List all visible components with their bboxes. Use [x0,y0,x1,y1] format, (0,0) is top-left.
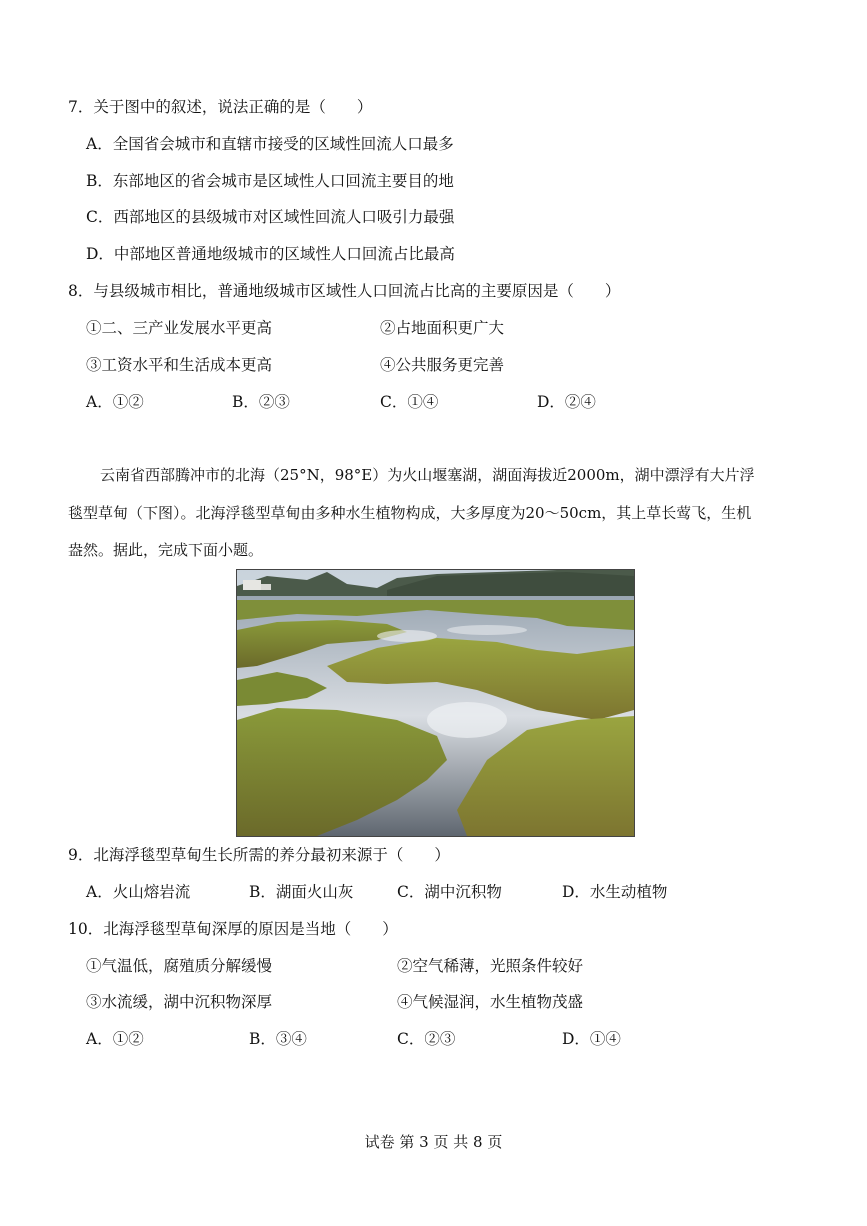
q9-choice-a: A．火山熔岩流 [86,883,191,901]
q9-stem: 9．北海浮毯型草甸生长所需的养分最初来源于（ ） [68,846,450,864]
q7-option-a: A．全国省会城市和直辖市接受的区域性回流人口最多 [86,135,454,153]
q8-choice-a: A．①② [86,393,144,411]
q9-choice-c: C．湖中沉积物 [397,883,502,901]
q8-choice-b: B．②③ [232,393,290,411]
passage-line-2: 毯型草甸（下图）。北海浮毯型草甸由多种水生植物构成，大多厚度为20～50cm，其上草长莺飞，生机 [68,504,752,522]
q8-item-3: ③工资水平和生活成本更高 [86,356,273,374]
q10-choice-b: B．③④ [249,1030,307,1048]
q8-item-4: ④公共服务更完善 [380,356,505,374]
q10-item-3: ③水流缓，湖中沉积物深厚 [86,993,273,1011]
q10-choice-a: A．①② [86,1030,144,1048]
q8-choice-d: D．②④ [537,393,596,411]
q10-item-4: ④气候湿润，水生植物茂盛 [397,993,584,1011]
q9-choice-d: D．水生动植物 [562,883,668,901]
page-footer: 试卷 第 3 页 共 8 页 [364,1133,503,1151]
q8-stem: 8．与县级城市相比，普通地级城市区域性人口回流占比高的主要原因是（ ） [68,282,621,300]
q9-choice-b: B．湖面火山灰 [249,883,354,901]
q7-stem: 7．关于图中的叙述，说法正确的是（ ） [68,98,373,116]
q10-choice-d: D．①④ [562,1030,621,1048]
passage-line-3: 盎然。据此，完成下面小题。 [68,541,264,559]
q8-choice-c: C．①④ [380,393,439,411]
q7-option-d: D．中部地区普通地级城市的区域性人口回流占比最高 [86,245,455,263]
q10-stem: 10．北海浮毯型草甸深厚的原因是当地（ ） [68,920,398,938]
q7-option-b: B．东部地区的省会城市是区域性人口回流主要目的地 [86,172,454,190]
floating-meadow-photo [236,569,635,837]
q8-item-1: ①二、三产业发展水平更高 [86,319,273,337]
q10-choice-c: C．②③ [397,1030,456,1048]
passage-line-1: 云南省西部腾冲市的北海（25°N，98°E）为火山堰塞湖，湖面海拔近2000m，湖中漂浮有大片浮 [100,466,755,484]
q10-item-2: ②空气稀薄，光照条件较好 [397,957,584,975]
q10-item-1: ①气温低，腐殖质分解缓慢 [86,957,273,975]
q8-item-2: ②占地面积更广大 [380,319,505,337]
q7-option-c: C．西部地区的县级城市对区域性回流人口吸引力最强 [86,208,455,226]
